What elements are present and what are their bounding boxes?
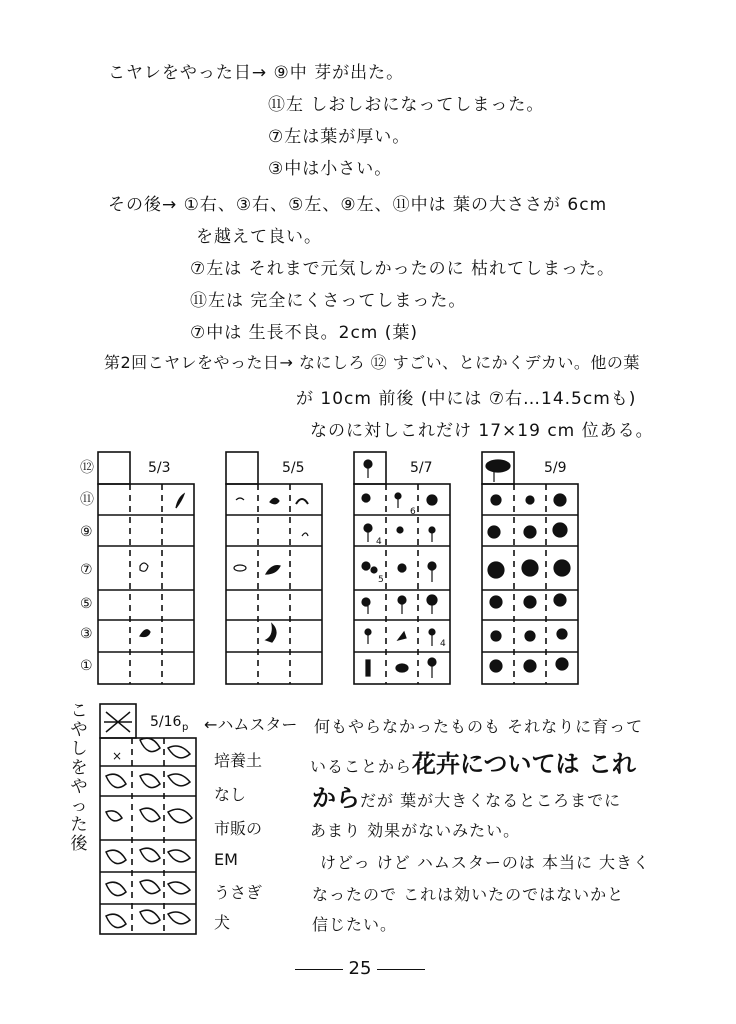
- drawing-stroke: [525, 631, 535, 641]
- conclusion-line-3: [312, 778, 621, 813]
- note-line-9: ⑦中は 生長不良。2cm (葉): [190, 323, 419, 343]
- note-line-6: を越えて良い。: [196, 227, 322, 247]
- drawing-stroke: [429, 527, 435, 533]
- drawing-stroke: [362, 562, 370, 570]
- date-5-16: 5/16: [150, 714, 182, 730]
- drawing-stroke: [100, 704, 136, 738]
- drawing-stroke: [554, 594, 566, 606]
- date-5-5: 5/5: [282, 460, 305, 476]
- sprout-icon: [302, 533, 308, 536]
- note-line-2: ⑪左 しおしおになってしまった。: [268, 95, 545, 115]
- row-label-5: ⑤: [80, 596, 93, 612]
- sprout-icon: [270, 498, 279, 504]
- drawing-stroke: [354, 484, 450, 684]
- drawing-stroke: [556, 658, 568, 670]
- drawing-stroke: [554, 560, 570, 576]
- sprout-icon: [266, 624, 276, 642]
- sprout-icon: [140, 563, 148, 571]
- drawing-stroke: [371, 567, 377, 573]
- row-label-1: ①: [80, 658, 93, 674]
- drawing-stroke: [488, 562, 504, 578]
- row-label-12: ⑫: [80, 460, 94, 476]
- drawing-stroke: [366, 660, 370, 676]
- note-line-8: ⑪左は 完全にくさってしまった。: [190, 291, 467, 311]
- row-label-7: ⑦: [80, 562, 93, 578]
- drawing-stroke: [427, 495, 437, 505]
- note-line-1: こヤレをやった日→ ⑨中 芽が出た。: [108, 63, 405, 83]
- date-5-7: 5/7: [410, 460, 433, 476]
- drawing-stroke: [398, 564, 406, 572]
- drawing-stroke: [398, 596, 406, 604]
- drawing-stroke: [362, 598, 370, 606]
- drawing-stroke: [488, 526, 500, 538]
- drawing-stroke: [427, 595, 437, 605]
- legend-commercial: 市販の: [214, 819, 263, 838]
- sprout-icon: [140, 630, 150, 637]
- drawing-stroke: [554, 494, 566, 506]
- legend-none: なし: [214, 785, 247, 804]
- drawing-stroke: [524, 596, 536, 608]
- footer-dash-left: [295, 969, 343, 970]
- drawing-stroke: [490, 596, 502, 608]
- sprout-icon: [236, 498, 244, 500]
- conclusion-line-1: 何もやらなかったものも それなりに育って: [314, 717, 644, 736]
- leaf-group-5-16: [104, 712, 192, 928]
- drawing-stroke: [397, 527, 403, 533]
- note-line-10: 第2回こヤレをやった日→ なにしろ ⑫ すごい、とにかくデカい。他の葉: [104, 353, 640, 372]
- drawing-stroke: [104, 712, 132, 732]
- legend-rabbit: うさぎ: [214, 883, 263, 902]
- drawing-stroke: [553, 523, 567, 537]
- legend-culture-soil: 培養土: [214, 751, 263, 770]
- drawing-stroke: [364, 524, 372, 532]
- leaf-icon: [266, 566, 280, 574]
- conclusion-line-2-pre: いることから: [310, 757, 413, 776]
- drawing-stroke: [106, 808, 192, 823]
- drawing-stroke: [106, 774, 190, 788]
- note-line-11: が 10cm 前後 (中には ⑦右…14.5cmも): [296, 389, 637, 409]
- drawing-stroke: [140, 738, 190, 758]
- cell-number-6: 6: [410, 507, 416, 517]
- note-line-7: ⑦左は それまで元気しかったのに 枯れてしまった。: [190, 259, 616, 279]
- drawing-stroke: [524, 660, 536, 672]
- legend-em: EM: [214, 850, 238, 869]
- row-label-3: ③: [80, 626, 93, 642]
- sprout-icon: [176, 494, 184, 508]
- drawing-stroke: [395, 493, 401, 499]
- vertical-label: こやしをやった後: [70, 701, 88, 854]
- conclusion-line-7: 信じたい。: [312, 915, 398, 934]
- conclusion-line-6: なったので これは効いたのではないかと: [312, 885, 625, 904]
- drawing-stroke: [362, 494, 370, 502]
- x-mark: ×: [112, 749, 123, 763]
- legend-dog: 犬: [214, 913, 231, 932]
- cell-number-5: 5: [378, 575, 384, 585]
- sprout-icon: [296, 499, 308, 504]
- drawing-stroke: [482, 484, 578, 684]
- row-label-9: ⑨: [80, 524, 93, 540]
- drawing-stroke: [491, 495, 501, 505]
- cell-number-4a: 4: [376, 537, 382, 547]
- drawing-stroke: [106, 910, 190, 927]
- drawing-stroke: [80, 460, 94, 674]
- drawing-stroke: [106, 880, 190, 895]
- grid-5-3: [98, 452, 194, 684]
- drawing-stroke: [557, 629, 567, 639]
- note-line-5: その後→ ①右、③右、⑤左、⑨左、⑪中は 葉の大ささが 6cm: [108, 195, 608, 215]
- date-5-3: 5/3: [148, 460, 171, 476]
- conclusion-line-4: あまり 効果がないみたい。: [310, 821, 521, 840]
- drawing-stroke: [522, 560, 538, 576]
- conclusion-line-3-emphasis: から: [312, 784, 360, 812]
- drawing-stroke: [226, 484, 322, 684]
- sprout-group-5-7: [362, 460, 437, 678]
- leaf-icon: [234, 565, 246, 571]
- drawing-stroke: [524, 526, 536, 538]
- drawing-stroke: [398, 632, 406, 640]
- drawing-stroke: [429, 629, 435, 635]
- cell-number-4b: 4: [440, 639, 446, 649]
- note-line-12: なのに対しこれだけ 17×19 cm 位ある。: [310, 421, 654, 441]
- drawing-stroke: [98, 452, 130, 484]
- drawing-stroke: [226, 452, 258, 484]
- note-line-4: ③中は小さい。: [268, 159, 393, 179]
- drawing-stroke: [486, 460, 510, 472]
- footer-dash-right: [377, 969, 425, 970]
- sprout-group-5-9: [486, 460, 570, 672]
- date-5-9: 5/9: [544, 460, 567, 476]
- drawing-stroke: [396, 664, 408, 672]
- conclusion-line-2-emphasis: 花卉については これ: [412, 750, 636, 778]
- conclusion-line-3-post: だが 葉が大きくなるところまでに: [360, 791, 622, 810]
- conclusion-line-5: けどっ けど ハムスターのは 本当に 大きく: [320, 853, 651, 872]
- drawing-stroke: [490, 660, 502, 672]
- drawing-stroke: [364, 460, 372, 468]
- page-number: [280, 958, 440, 979]
- drawing-stroke: [98, 484, 194, 684]
- drawing-stroke: [428, 658, 436, 666]
- conclusion-line-2: [310, 744, 636, 779]
- drawing-stroke: [526, 496, 534, 504]
- drawing-stroke: [428, 562, 436, 570]
- legend-hamster: ←ハムスター: [204, 715, 298, 734]
- drawing-stroke: [106, 848, 190, 863]
- date-5-16-suffix: p: [182, 722, 189, 733]
- note-line-3: ⑦左は葉が厚い。: [268, 127, 411, 147]
- row-label-11: ⑪: [80, 492, 94, 508]
- drawing-stroke: [365, 629, 371, 635]
- page-number-text: 25: [348, 958, 372, 979]
- drawing-stroke: [491, 631, 501, 641]
